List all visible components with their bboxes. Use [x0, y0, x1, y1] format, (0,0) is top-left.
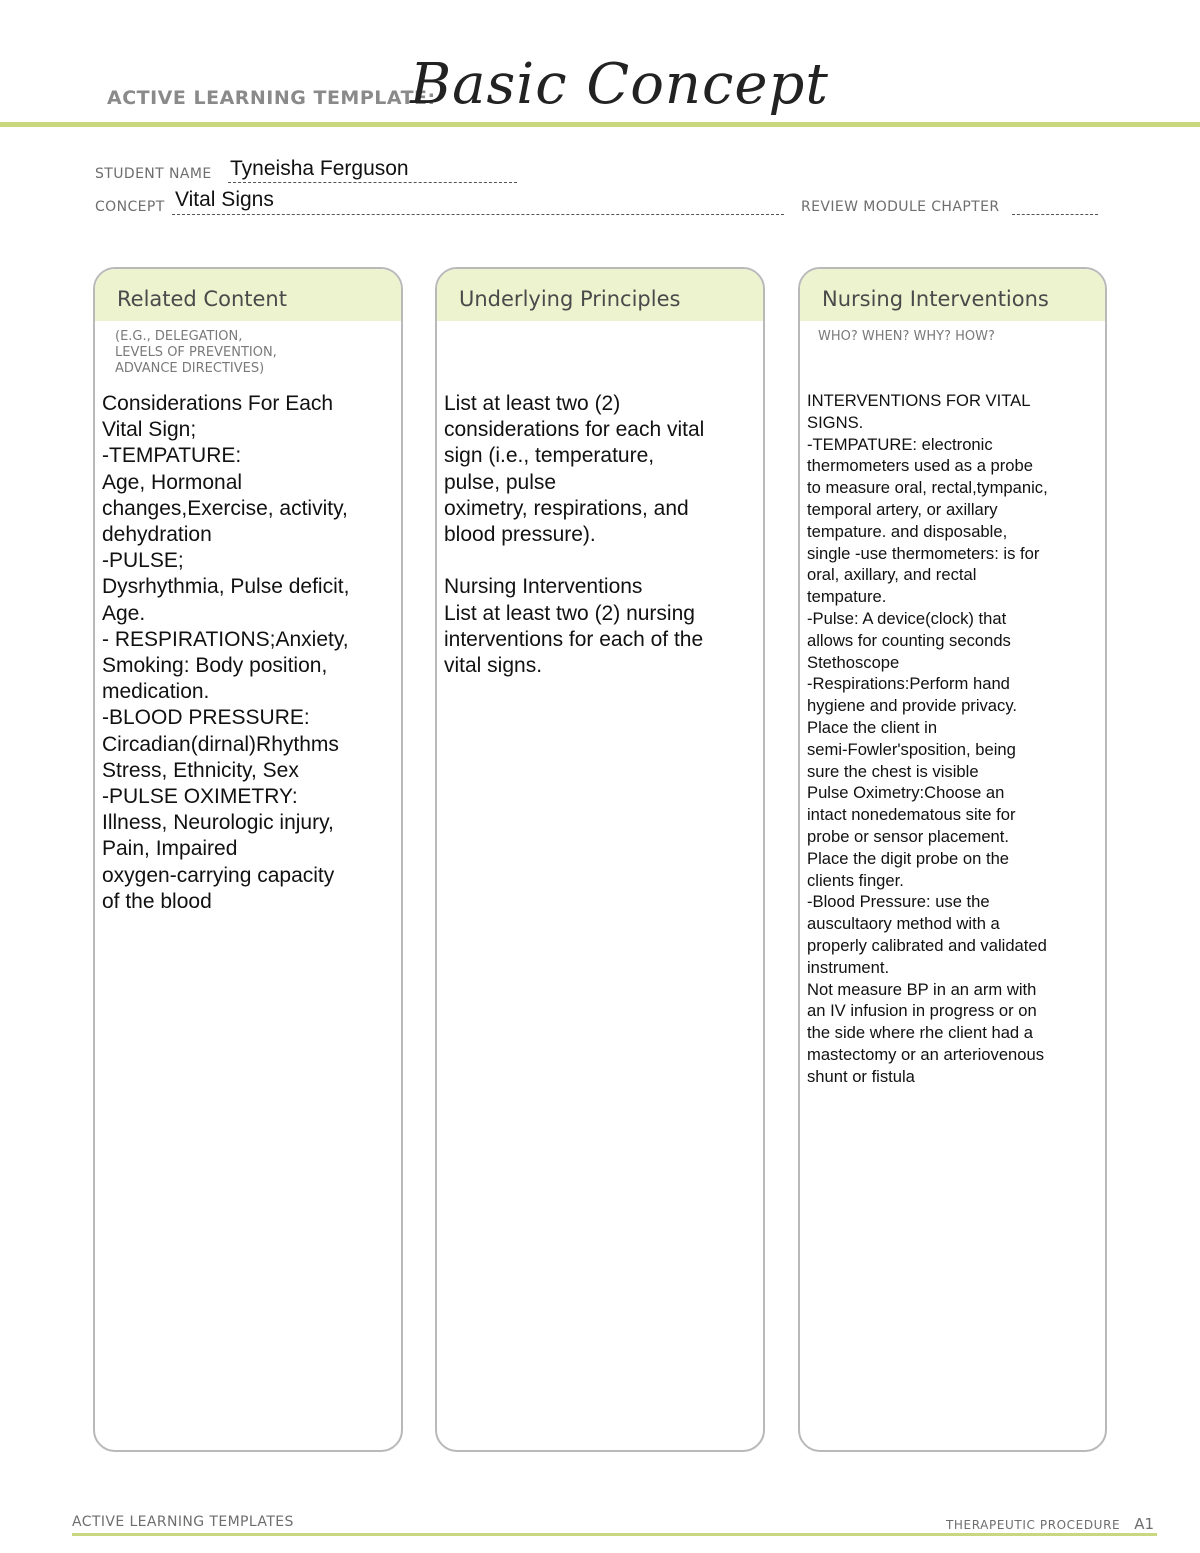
footer-left-label: ACTIVE LEARNING TEMPLATES: [72, 1514, 294, 1530]
page-title: Basic Concept: [410, 52, 829, 117]
header-divider: [0, 122, 1200, 127]
card-title: Nursing Interventions: [822, 287, 1049, 311]
card-body-text[interactable]: INTERVENTIONS FOR VITAL SIGNS. -TEMPATURE: electronic thermometers used as a probe to measure oral, rectal,tympanic, temporal artery, or axillary tempature. and disposable, single -use thermometers: is for oral, axillary, and rectal tempature. -Pulse: A device(clock) that allows for counting seconds Stethoscope -Respirations:Perform hand hygiene and provide privacy. Place the client in semi-Fowler'sposition, being sure the chest is visible Pulse Oximetry:Choose an intact nonedematous site for probe or sensor placement. Place the digit probe on the clients finger. -Blood Pressure: use the auscultaory method with a properly calibrated and validated instrument. Not measure BP in an arm with an IV infusion in progress or on the side where rhe client had a mastectomy or an arteriovenous shunt or fistula: [807, 391, 1048, 1086]
review-module-field[interactable]: [1012, 214, 1098, 215]
card-subtitle: (E.G., DELEGATION, LEVELS OF PREVENTION, ADVANCE DIRECTIVES): [115, 329, 277, 376]
underlying-principles-card: [435, 267, 765, 1452]
footer-right: [946, 1515, 1154, 1533]
page-header: [0, 0, 1200, 130]
footer-section-label: THERAPEUTIC PROCEDURE: [946, 1518, 1121, 1532]
related-content-card: [93, 267, 403, 1452]
card-header: [800, 269, 1105, 321]
student-name-field[interactable]: Tyneisha Ferguson: [230, 157, 409, 180]
nursing-interventions-card: [798, 267, 1107, 1452]
card-body-text[interactable]: Considerations For Each Vital Sign; -TEMPATURE: Age, Hormonal changes,Exercise, activity, dehydration -PULSE; Dysrhythmia, Pulse deficit, Age. - RESPIRATIONS;Anxiety, Smoking: Body position, medication. -BLOOD PRESSURE: Circadian(dirnal)Rhythms Stress, Ethnicity, Sex -PULSE OXIMETRY: Illness, Neurologic injury, Pain, Impaired oxygen-carrying capacity of the blood: [102, 392, 350, 913]
footer-divider: [72, 1533, 1157, 1536]
card-title: Related Content: [117, 287, 287, 311]
page-number: A1: [1134, 1515, 1154, 1533]
card-body-text[interactable]: List at least two (2) considerations for each vital sign (i.e., temperature, pulse, pulse oximetry, respirations, and blood pressure). Nursing Interventions List at least two (2) nursing interventions for each of the vital signs.: [444, 392, 705, 678]
card-header: [437, 269, 763, 321]
concept-underline: [172, 214, 784, 215]
card-subtitle: WHO? WHEN? WHY? HOW?: [818, 329, 995, 344]
concept-label: CONCEPT: [95, 199, 165, 215]
concept-field[interactable]: Vital Signs: [175, 188, 274, 211]
card-title: Underlying Principles: [459, 287, 681, 311]
card-header: [95, 269, 401, 321]
student-name-underline: [228, 182, 517, 183]
review-module-label: REVIEW MODULE CHAPTER: [801, 199, 1000, 215]
template-label: ACTIVE LEARNING TEMPLATE:: [107, 87, 436, 109]
student-name-label: STUDENT NAME: [95, 166, 212, 182]
